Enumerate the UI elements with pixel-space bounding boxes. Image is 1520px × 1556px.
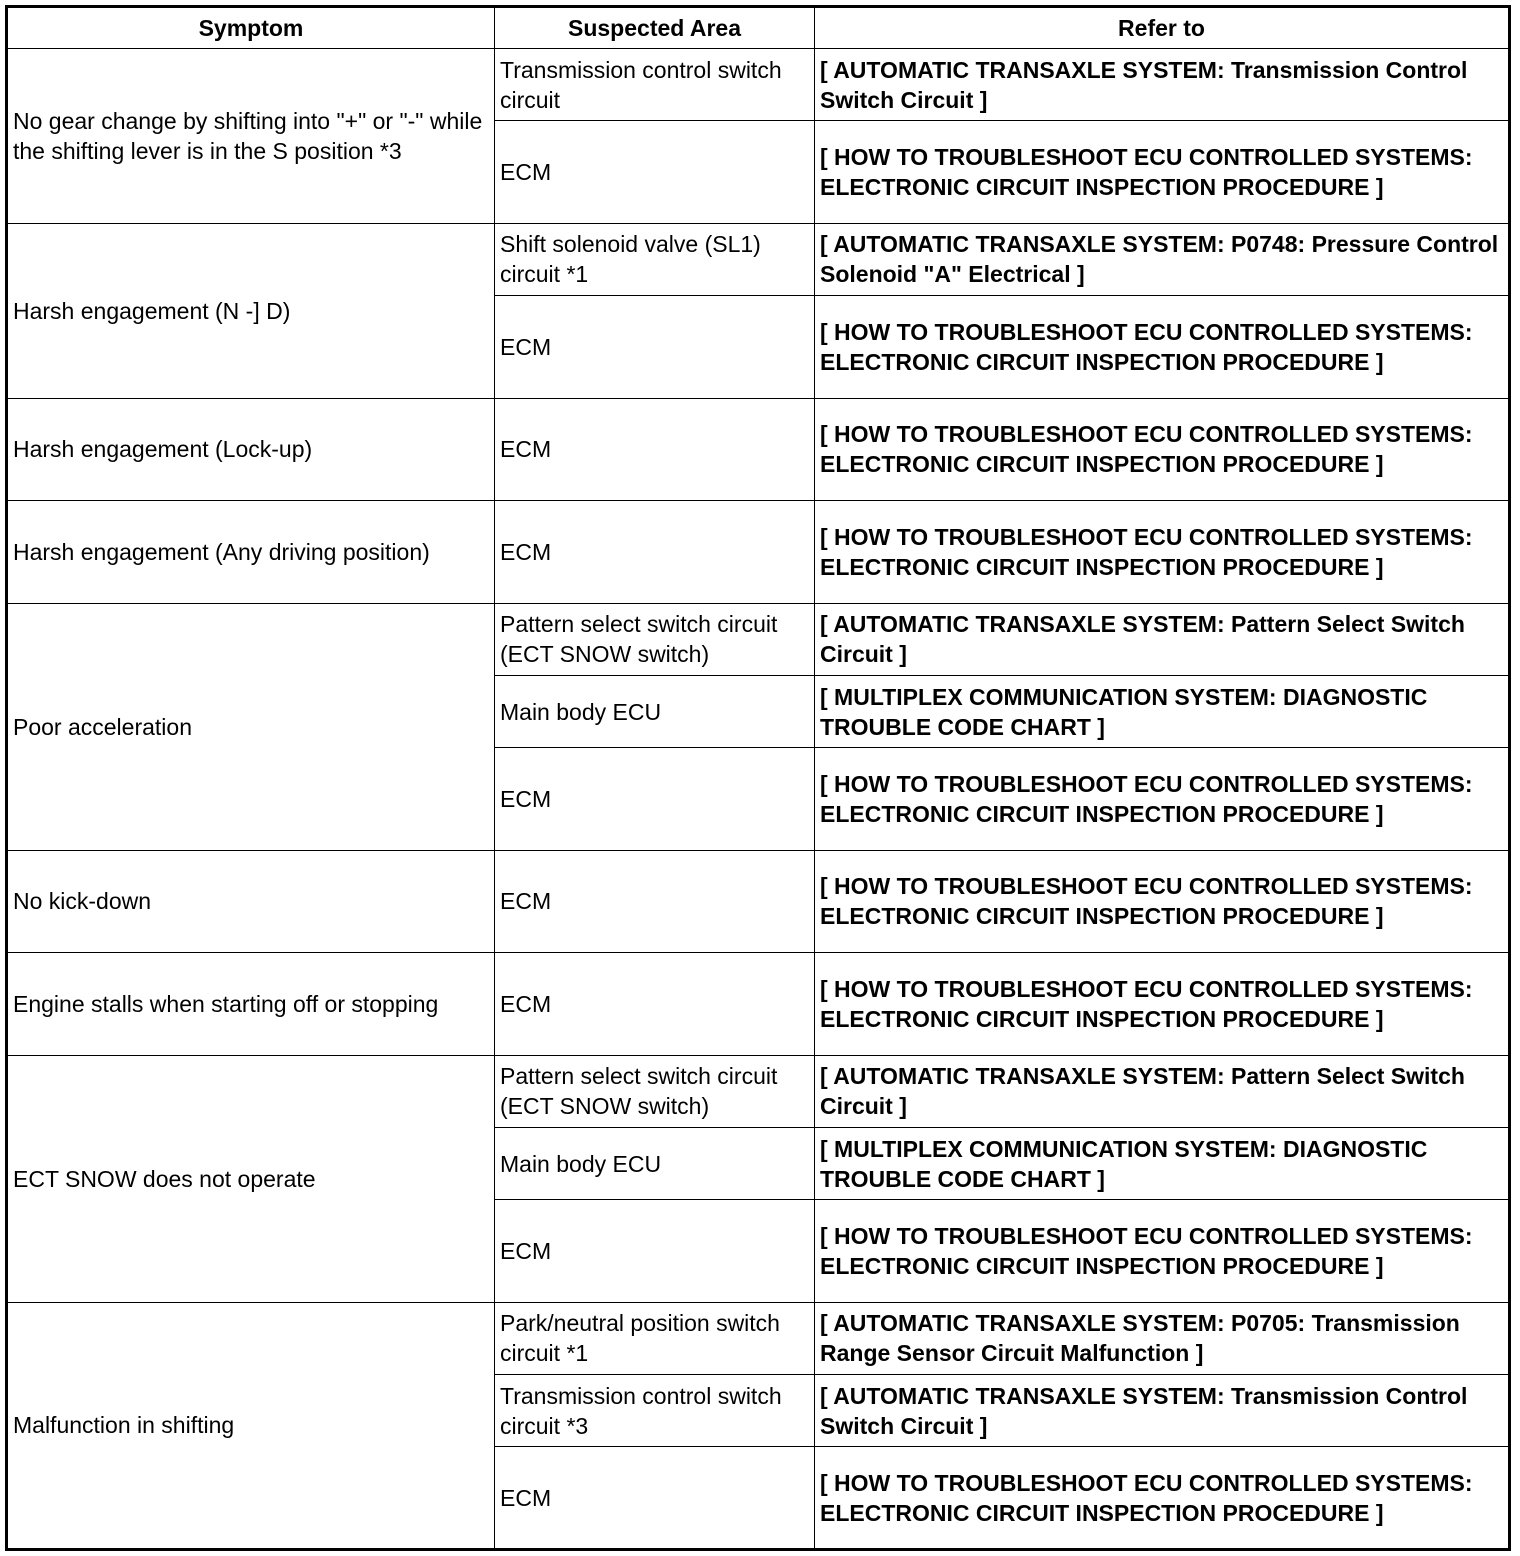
table-row bbox=[7, 49, 1510, 121]
refer-to-link[interactable]: [ AUTOMATIC TRANSAXLE SYSTEM: Transmission Control Switch Circuit ] bbox=[815, 49, 1510, 121]
suspected-area-cell: Main body ECU bbox=[495, 1127, 815, 1199]
symptom-cell: Harsh engagement (Any driving position) bbox=[7, 501, 495, 603]
refer-to-link[interactable]: [ MULTIPLEX COMMUNICATION SYSTEM: DIAGNOSTIC TROUBLE CODE CHART ] bbox=[815, 675, 1510, 747]
suspected-area-cell: ECM bbox=[495, 748, 815, 850]
header-symptom: Symptom bbox=[7, 7, 495, 49]
refer-to-link[interactable]: [ HOW TO TROUBLESHOOT ECU CONTROLLED SYSTEMS: ELECTRONIC CIRCUIT INSPECTION PROCEDURE ] bbox=[815, 501, 1510, 603]
table-row bbox=[7, 398, 1510, 500]
suspected-area-cell: Pattern select switch circuit (ECT SNOW switch) bbox=[495, 603, 815, 675]
symptom-cell: Harsh engagement (Lock-up) bbox=[7, 398, 495, 500]
suspected-area-cell: Transmission control switch circuit bbox=[495, 49, 815, 121]
table-row bbox=[7, 850, 1510, 952]
suspected-area-cell: Main body ECU bbox=[495, 675, 815, 747]
suspected-area-cell: ECM bbox=[495, 296, 815, 398]
symptom-cell: No gear change by shifting into "+" or "-" while the shifting lever is in the S position *3 bbox=[7, 49, 495, 224]
symptom-cell: Engine stalls when starting off or stopping bbox=[7, 953, 495, 1055]
suspected-area-cell: Park/neutral position switch circuit *1 bbox=[495, 1302, 815, 1374]
suspected-area-cell: ECM bbox=[495, 398, 815, 500]
symptom-cell: Poor acceleration bbox=[7, 603, 495, 850]
suspected-area-cell: Pattern select switch circuit (ECT SNOW switch) bbox=[495, 1055, 815, 1127]
table-row bbox=[7, 603, 1510, 675]
refer-to-link[interactable]: [ AUTOMATIC TRANSAXLE SYSTEM: P0705: Transmission Range Sensor Circuit Malfunction ] bbox=[815, 1302, 1510, 1374]
suspected-area-cell: ECM bbox=[495, 1447, 815, 1550]
refer-to-link[interactable]: [ HOW TO TROUBLESHOOT ECU CONTROLLED SYSTEMS: ELECTRONIC CIRCUIT INSPECTION PROCEDURE ] bbox=[815, 121, 1510, 223]
suspected-area-cell: ECM bbox=[495, 501, 815, 603]
refer-to-link[interactable]: [ AUTOMATIC TRANSAXLE SYSTEM: Pattern Select Switch Circuit ] bbox=[815, 603, 1510, 675]
refer-to-link[interactable]: [ AUTOMATIC TRANSAXLE SYSTEM: Transmission Control Switch Circuit ] bbox=[815, 1375, 1510, 1447]
suspected-area-cell: ECM bbox=[495, 121, 815, 223]
refer-to-link[interactable]: [ AUTOMATIC TRANSAXLE SYSTEM: Pattern Select Switch Circuit ] bbox=[815, 1055, 1510, 1127]
refer-to-link[interactable]: [ AUTOMATIC TRANSAXLE SYSTEM: P0748: Pressure Control Solenoid "A" Electrical ] bbox=[815, 223, 1510, 295]
suspected-area-cell: Transmission control switch circuit *3 bbox=[495, 1375, 815, 1447]
refer-to-link[interactable]: [ HOW TO TROUBLESHOOT ECU CONTROLLED SYSTEMS: ELECTRONIC CIRCUIT INSPECTION PROCEDURE ] bbox=[815, 850, 1510, 952]
refer-to-link[interactable]: [ HOW TO TROUBLESHOOT ECU CONTROLLED SYSTEMS: ELECTRONIC CIRCUIT INSPECTION PROCEDURE ] bbox=[815, 1447, 1510, 1550]
table-row bbox=[7, 501, 1510, 603]
symptom-cell: Malfunction in shifting bbox=[7, 1302, 495, 1549]
table-row bbox=[7, 223, 1510, 295]
refer-to-link[interactable]: [ HOW TO TROUBLESHOOT ECU CONTROLLED SYSTEMS: ELECTRONIC CIRCUIT INSPECTION PROCEDURE ] bbox=[815, 296, 1510, 398]
symptom-cell: Harsh engagement (N -] D) bbox=[7, 223, 495, 398]
symptom-cell: ECT SNOW does not operate bbox=[7, 1055, 495, 1302]
header-row bbox=[7, 7, 1510, 49]
refer-to-link[interactable]: [ HOW TO TROUBLESHOOT ECU CONTROLLED SYSTEMS: ELECTRONIC CIRCUIT INSPECTION PROCEDURE ] bbox=[815, 398, 1510, 500]
suspected-area-cell: ECM bbox=[495, 1200, 815, 1302]
refer-to-link[interactable]: [ HOW TO TROUBLESHOOT ECU CONTROLLED SYSTEMS: ELECTRONIC CIRCUIT INSPECTION PROCEDURE ] bbox=[815, 1200, 1510, 1302]
troubleshooting-table bbox=[5, 5, 1511, 1551]
suspected-area-cell: ECM bbox=[495, 850, 815, 952]
table-row bbox=[7, 1055, 1510, 1127]
header-refer-to: Refer to bbox=[815, 7, 1510, 49]
refer-to-link[interactable]: [ HOW TO TROUBLESHOOT ECU CONTROLLED SYSTEMS: ELECTRONIC CIRCUIT INSPECTION PROCEDURE ] bbox=[815, 748, 1510, 850]
refer-to-link[interactable]: [ MULTIPLEX COMMUNICATION SYSTEM: DIAGNOSTIC TROUBLE CODE CHART ] bbox=[815, 1127, 1510, 1199]
suspected-area-cell: Shift solenoid valve (SL1) circuit *1 bbox=[495, 223, 815, 295]
suspected-area-cell: ECM bbox=[495, 953, 815, 1055]
header-suspected-area: Suspected Area bbox=[495, 7, 815, 49]
table-row bbox=[7, 1302, 1510, 1374]
symptom-cell: No kick-down bbox=[7, 850, 495, 952]
table-row bbox=[7, 953, 1510, 1055]
refer-to-link[interactable]: [ HOW TO TROUBLESHOOT ECU CONTROLLED SYSTEMS: ELECTRONIC CIRCUIT INSPECTION PROCEDURE ] bbox=[815, 953, 1510, 1055]
